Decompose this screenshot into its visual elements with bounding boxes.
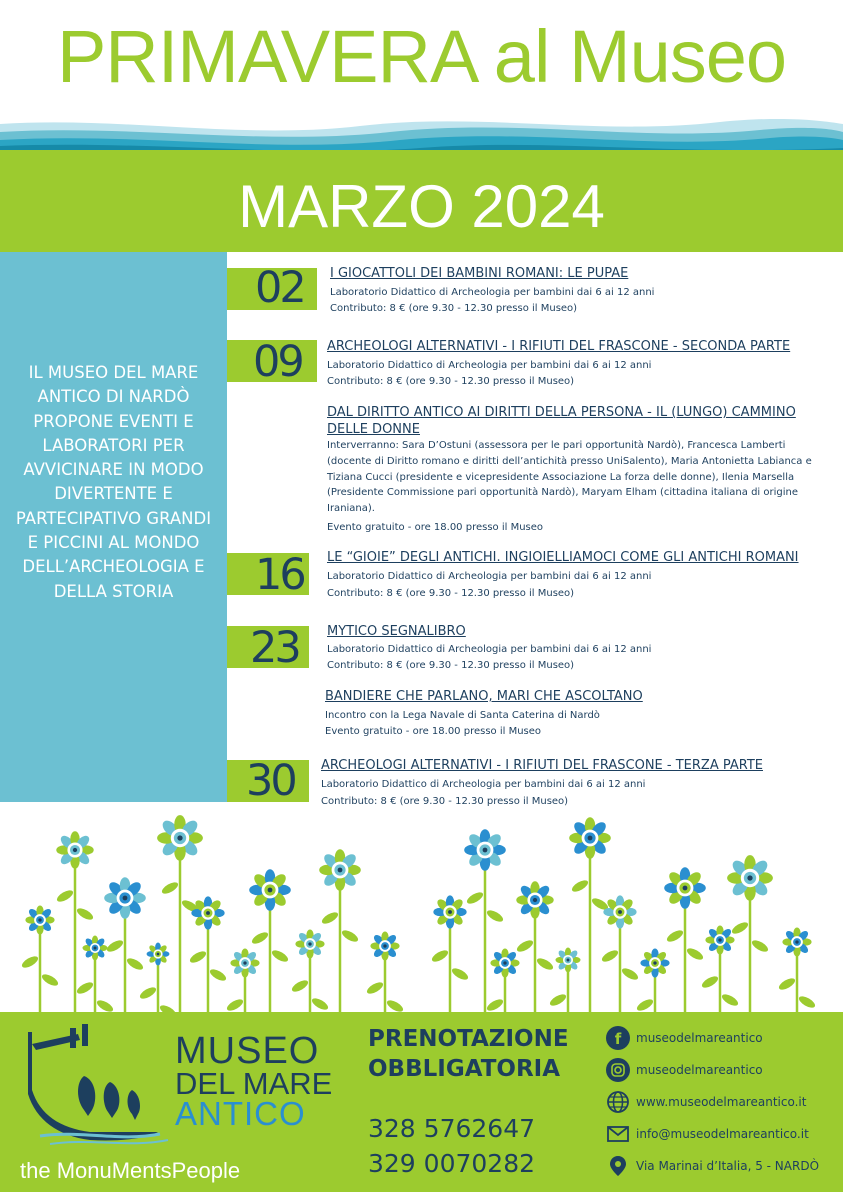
booking-line-1: PRENOTAZIONE bbox=[368, 1026, 569, 1052]
event-fee: Contributo: 8 € (ore 9.30 - 12.30 presso il Museo) bbox=[330, 303, 578, 314]
contact-address: Via Marinai d’Italia, 5 - NARDÒ bbox=[636, 1159, 820, 1173]
flowers-illustration bbox=[0, 808, 843, 1014]
contact-email[interactable]: info@museodelmareantico.it bbox=[636, 1127, 809, 1141]
month-title: MARZO 2024 bbox=[238, 173, 605, 240]
contact-instagram[interactable]: museodelmareantico bbox=[636, 1063, 763, 1077]
day-16: 16 bbox=[255, 550, 304, 600]
event-detail: Laboratorio Didattico di Archeologia per bambini dai 6 ai 12 anni bbox=[327, 644, 652, 655]
event-detail: Laboratorio Didattico di Archeologia per bambini dai 6 ai 12 anni bbox=[330, 287, 655, 298]
phone-1[interactable]: 328 5762647 bbox=[368, 1114, 536, 1143]
event-title: ARCHEOLOGI ALTERNATIVI - I RIFIUTI DEL FRASCONE - SECONDA PARTE bbox=[327, 339, 791, 354]
day-30: 30 bbox=[246, 756, 295, 806]
event-title: LE “GIOIE” DEGLI ANTICHI. INGIOIELLIAMOCI COME GLI ANTICHI ROMANI bbox=[327, 550, 799, 565]
intro-text: IL MUSEO DEL MARE ANTICO DI NARDÒ PROPONE EVENTI E LABORATORI PER AVVICINARE IN MODO DIVERTENTE E PARTECIPATIVO GRANDI E PICCINI AL MONDO DELL’ARCHEOLOGIA E DELLA STORIA bbox=[15, 363, 212, 601]
event-title: BANDIERE CHE PARLANO, MARI CHE ASCOLTANO bbox=[325, 689, 643, 704]
booking-line-2: OBBLIGATORIA bbox=[368, 1056, 561, 1082]
event-detail: Laboratorio Didattico di Archeologia per bambini dai 6 ai 12 anni bbox=[321, 779, 646, 790]
day-23: 23 bbox=[250, 623, 299, 673]
event-detail: Incontro con la Lega Navale di Santa Caterina di Nardò bbox=[325, 710, 600, 721]
facebook-icon bbox=[606, 1026, 630, 1050]
event-title: MYTICO SEGNALIBRO bbox=[327, 624, 466, 639]
event-fee: Contributo: 8 € (ore 9.30 - 12.30 presso il Museo) bbox=[321, 796, 569, 807]
contact-facebook[interactable]: museodelmareantico bbox=[636, 1031, 763, 1045]
logo-line-3: ANTICO bbox=[175, 1095, 306, 1132]
day-02: 02 bbox=[255, 263, 304, 313]
decorative-waves bbox=[0, 106, 843, 156]
logo-line-2: DEL MARE bbox=[175, 1066, 333, 1101]
instagram-icon bbox=[606, 1058, 630, 1082]
event-title: DAL DIRITTO ANTICO AI DIRITTI DELLA PERSONA - IL (LUNGO) CAMMINO DELLE DONNE bbox=[327, 405, 796, 437]
event-detail: Laboratorio Didattico di Archeologia per bambini dai 6 ai 12 anni bbox=[327, 571, 652, 582]
mail-icon bbox=[606, 1122, 630, 1146]
globe-icon bbox=[606, 1090, 630, 1114]
event-title: I GIOCATTOLI DEI BAMBINI ROMANI: LE PUPAE bbox=[330, 266, 629, 281]
museum-logo-icon bbox=[20, 1020, 170, 1150]
event-fee: Contributo: 8 € (ore 9.30 - 12.30 presso il Museo) bbox=[327, 588, 575, 599]
credit-text: the MonuMentsPeople bbox=[20, 1158, 241, 1183]
location-pin-icon bbox=[606, 1154, 630, 1178]
event-fee: Contributo: 8 € (ore 9.30 - 12.30 presso il Museo) bbox=[327, 376, 575, 387]
contact-website[interactable]: www.museodelmareantico.it bbox=[636, 1095, 807, 1109]
phone-2[interactable]: 329 0070282 bbox=[368, 1149, 536, 1178]
event-fee: Evento gratuito - ore 18.00 presso il Museo bbox=[327, 522, 544, 533]
event-detail: Laboratorio Didattico di Archeologia per bambini dai 6 ai 12 anni bbox=[327, 360, 652, 371]
logo-line-1: MUSEO bbox=[175, 1030, 320, 1072]
svg-text:f: f bbox=[614, 1030, 622, 1048]
event-title: ARCHEOLOGI ALTERNATIVI - I RIFIUTI DEL FRASCONE - TERZA PARTE bbox=[321, 758, 763, 773]
event-fee: Contributo: 8 € (ore 9.30 - 12.30 presso il Museo) bbox=[327, 660, 575, 671]
page-title: PRIMAVERA al Museo bbox=[56, 15, 787, 98]
event-detail: Interverranno: Sara D’Ostuni (assessora per le pari opportunità Nardò), Francesca Lamberti (docente di Diritto romano e diritti dell’antichità presso UniSalento), Maria Antonietta Labianca e Tiziana Cucci (presidente e vicepresidente Associazione La forza delle donne), Ilenia Marsella (Presidente Commissione pari opportunità Nardò), Maryam Elham (cittadina italiana di origine Iraniana). bbox=[327, 440, 812, 515]
event-fee: Evento gratuito - ore 18.00 presso il Museo bbox=[325, 726, 542, 737]
day-09: 09 bbox=[253, 337, 302, 387]
